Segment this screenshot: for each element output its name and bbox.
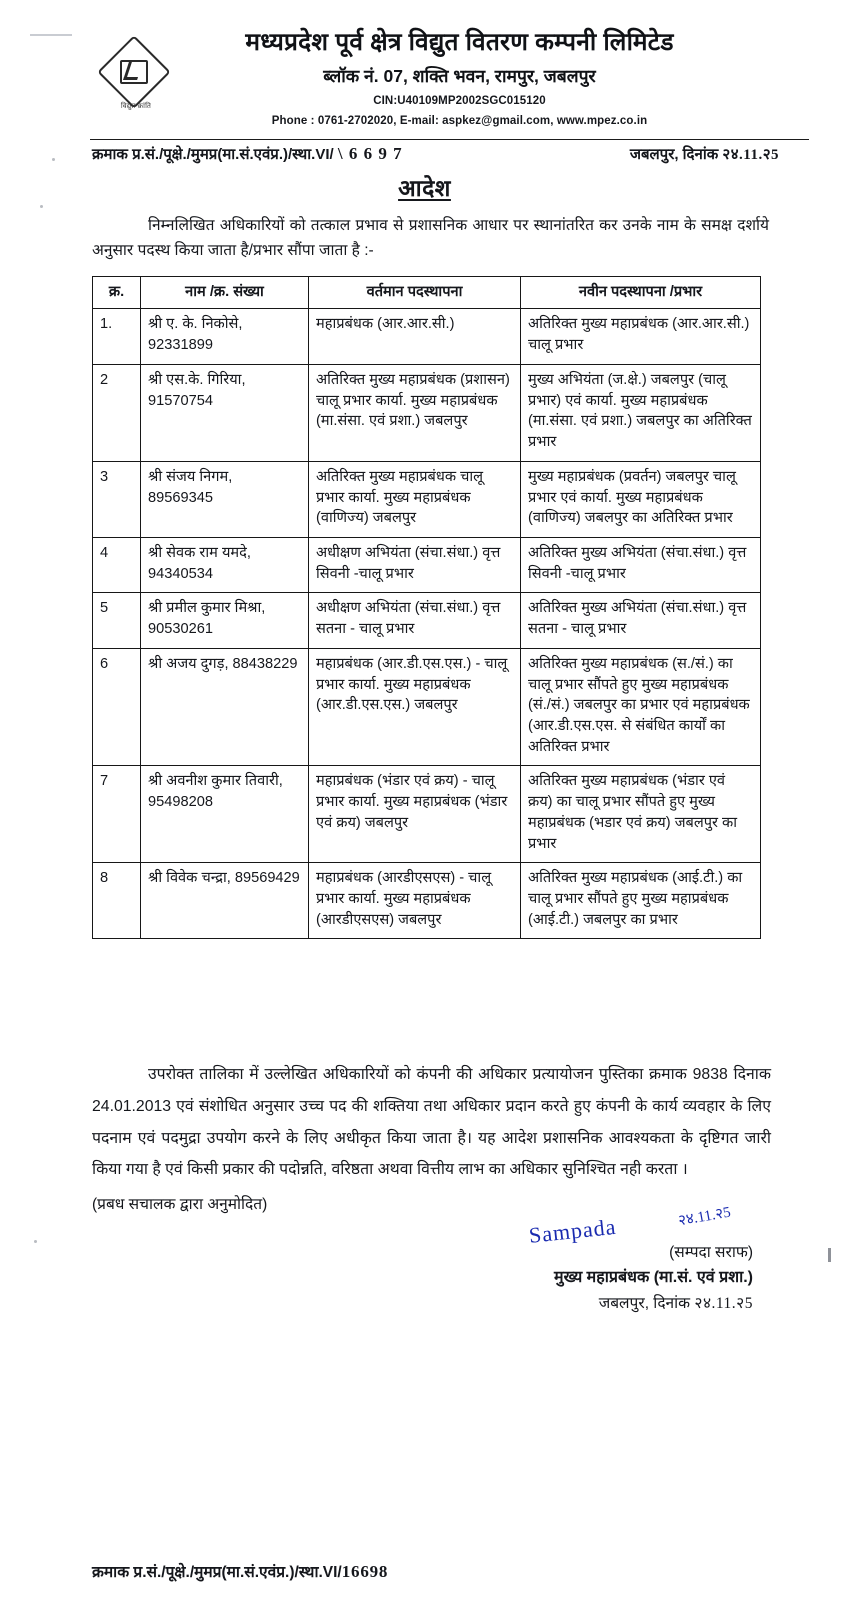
- cell-name: श्री अजय दुगड़, 88438229: [141, 648, 309, 766]
- cell-new-posting: अतिरिक्त मुख्य महाप्रबंधक (आई.टी.) का चालू प्रभार सौंपते हुए मुख्य महाप्रबंधक (आई.टी.) जबलपुर का प्रभार: [521, 863, 761, 939]
- table-row: [93, 766, 761, 863]
- cell-serial: 8: [93, 863, 141, 939]
- cell-name: श्री एस.के. गिरिया, 91570754: [141, 364, 309, 461]
- logo-caption: विद्युत क्रांति: [120, 103, 152, 110]
- letterhead-text: [110, 28, 809, 127]
- column-header-new-posting: नवीन पदस्थापना /प्रभार: [521, 276, 761, 309]
- cell-serial: 2: [93, 364, 141, 461]
- table-row: [93, 593, 761, 648]
- cell-current-posting: महाप्रबंधक (आरडीएसएस) - चालू प्रभार कार्या. मुख्य महाप्रबंधक (आरडीएसएस) जबलपुर: [309, 863, 521, 939]
- cell-current-posting: अतिरिक्त मुख्य महाप्रबंधक (प्रशासन) चालू प्रभार कार्या. मुख्य महाप्रबंधक (मा.संसा. एवं प्रशा.) जबलपुर: [309, 364, 521, 461]
- signature-place-label: जबलपुर, दिनांक: [598, 1294, 691, 1312]
- cell-current-posting: महाप्रबंधक (आर.आर.सी.): [309, 309, 521, 364]
- cell-current-posting: अधीक्षण अभियंता (संचा.संधा.) वृत्त सिवनी -चालू प्रभार: [309, 537, 521, 592]
- organization-contact: Phone : 0761-2702020, E-mail: aspkez@gmail.com, www.mpez.co.in: [271, 114, 648, 127]
- cell-new-posting: अतिरिक्त मुख्य अभियंता (संचा.संधा.) वृत्त सिवनी -चालू प्रभार: [521, 537, 761, 592]
- reference-place-label: जबलपुर, दिनांक: [629, 145, 719, 163]
- closing-paragraph: उपरोक्त तालिका में उल्लेखित अधिकारियों को कंपनी की अधिकार प्रत्यायोजन पुस्तिका क्रमाक 9838 दिनाक 24.01.2013 एवं संशोधित अनुसार उच्च पद की शक्तिया तथा अधिकार प्रदान करते हुए कंपनी के कार्य व्यवहार के लिए पदनाम एवं पदमुद्रा उपयोग करने के लिए अधीकृत किया जाता है। यह आदेश प्रशासनिक आवश्यकता के दृष्टिगत जारी किया गया है एवं किसी प्रकार की पदोन्नति, वरिष्ठता अथवा वित्तीय लाभ का अधिकार सुनिश्चित नही करता ।: [92, 1066, 771, 1179]
- signature-place-date-value: २४.11.२5: [694, 1294, 753, 1312]
- handwritten-signature: Sampada: [527, 1213, 618, 1248]
- cell-current-posting: अतिरिक्त मुख्य महाप्रबंधक चालू प्रभार कार्या. मुख्य महाप्रबंधक (वाणिज्य) जबलपुर: [309, 461, 521, 537]
- letterhead: [0, 0, 849, 133]
- cell-new-posting: अतिरिक्त मुख्य महाप्रबंधक (भंडार एवं क्रय) का चालू प्रभार सौंपते हुए मुख्य महाप्रबंधक (भडार एवं क्रय) जबलपुर का प्रभार: [521, 766, 761, 863]
- scan-speck-2: [40, 205, 43, 208]
- intro-paragraph: निम्नलिखित अधिकारियों को तत्काल प्रभाव से प्रशासनिक आधार पर स्थानांतरित कर उनके नाम के समक्ष दर्शाये अनुसार पदस्थ किया जाता है/प्रभार सौंपा जाता है :-: [92, 216, 769, 260]
- table-row: [93, 461, 761, 537]
- table-row: [93, 309, 761, 364]
- column-header-name: नाम /क्र. संख्या: [141, 276, 309, 309]
- bottom-reference-label: क्रमाक प्र.सं./पूक्षे./मुमप्र(मा.सं.एवंप्र.)/स्था.VI/: [92, 1564, 342, 1581]
- reference-left: [92, 144, 403, 164]
- company-logo-icon: [100, 42, 172, 120]
- reference-number-handwritten: \ 6 6 9 7: [337, 143, 403, 163]
- cell-name: श्री प्रमील कुमार मिश्रा, 90530261: [141, 593, 309, 648]
- approved-by-note: (प्रबध सचालक द्वारा अनुमोदित): [92, 1195, 268, 1213]
- cell-new-posting: मुख्य महाप्रबंधक (प्रवर्तन) जबलपुर चालू प्रभार एवं कार्या. मुख्य महाप्रबंधक (वाणिज्य) जबलपुर का अतिरिक्त प्रभार: [521, 461, 761, 537]
- cell-serial: 5: [93, 593, 141, 648]
- scan-speck-1: [52, 158, 55, 161]
- bottom-reference: [92, 1560, 388, 1582]
- table-row: [93, 537, 761, 592]
- cell-name: श्री ए. के. निकोसे, 92331899: [141, 309, 309, 364]
- cell-new-posting: मुख्य अभियंता (ज.क्षे.) जबलपुर (चालू प्रभार) एवं कार्या. मुख्य महाप्रबंधक (मा.संसा. एवं प्रशा.) जबलपुर का अतिरिक्त प्रभार: [521, 364, 761, 461]
- column-header-serial: क्र.: [93, 276, 141, 309]
- cell-serial: 7: [93, 766, 141, 863]
- signature-place-date: [0, 1291, 753, 1313]
- reference-right: [630, 144, 779, 164]
- reference-line: [0, 140, 849, 164]
- cell-current-posting: महाप्रबंधक (आर.डी.एस.एस.) - चालू प्रभार कार्या. मुख्य महाप्रबंधक (आर.डी.एस.एस.) जबलपुर: [309, 648, 521, 766]
- table-header-row: [93, 276, 761, 309]
- cell-current-posting: अधीक्षण अभियंता (संचा.संधा.) वृत्त सतना - चालू प्रभार: [309, 593, 521, 648]
- organization-address: ब्लॉक नं. 07, शक्ति भवन, रामपुर, जबलपुर: [323, 65, 596, 86]
- cell-name: श्री विवेक चन्द्रा, 89569429: [141, 863, 309, 939]
- cell-new-posting: अतिरिक्त मुख्य महाप्रबंधक (आर.आर.सी.) चालू प्रभार: [521, 309, 761, 364]
- table-row: [93, 364, 761, 461]
- table-row: [93, 863, 761, 939]
- cell-serial: 3: [93, 461, 141, 537]
- cell-serial: 1.: [93, 309, 141, 364]
- transfer-order-table: [92, 276, 761, 940]
- cell-name: श्री संजय निगम, 89569345: [141, 461, 309, 537]
- column-header-current-posting: वर्तमान पदस्थापना: [309, 276, 521, 309]
- cell-serial: 6: [93, 648, 141, 766]
- handwritten-signature-date: २४.11.२5: [677, 1204, 733, 1230]
- cell-current-posting: महाप्रबंधक (भंडार एवं क्रय) - चालू प्रभार कार्या. मुख्य महाप्रबंधक (भंडार एवं क्रय) जबलपुर: [309, 766, 521, 863]
- signatory-designation: मुख्य महाप्रबंधक (मा.सं. एवं प्रशा.): [554, 1268, 753, 1286]
- organization-name: मध्यप्रदेश पूर्व क्षेत्र विद्युत वितरण कम्पनी लिमिटेड: [245, 29, 674, 56]
- table-row: [93, 648, 761, 766]
- document-title: [0, 171, 849, 203]
- cell-serial: 4: [93, 537, 141, 592]
- signatory-name: (सम्पदा सराफ): [669, 1243, 753, 1261]
- document-title-text: आदेश: [398, 174, 451, 201]
- reference-label: क्रमाक प्र.सं./पूक्षे./मुमप्र(मा.सं.एवंप्र.)/स्था.VI/: [92, 145, 334, 163]
- reference-date-handwritten: २४.11.२5: [722, 146, 779, 163]
- organization-cin: CIN:U40109MP2002SGC015120: [373, 94, 546, 107]
- cell-new-posting: अतिरिक्त मुख्य अभियंता (संचा.संधा.) वृत्त सतना - चालू प्रभार: [521, 593, 761, 648]
- cell-new-posting: अतिरिक्त मुख्य महाप्रबंधक (स./सं.) का चालू प्रभार सौंपते हुए मुख्य महाप्रबंधक (सं./सं.) जबलपुर का प्रभार एवं महाप्रबंधक (आर.डी.एस.एस. से संबंधित कार्यों का अतिरिक्त प्रभार: [521, 648, 761, 766]
- cell-name: श्री अवनीश कुमार तिवारी, 95498208: [141, 766, 309, 863]
- cell-name: श्री सेवक राम यमदे, 94340534: [141, 537, 309, 592]
- bottom-reference-number: 16698: [341, 1562, 389, 1581]
